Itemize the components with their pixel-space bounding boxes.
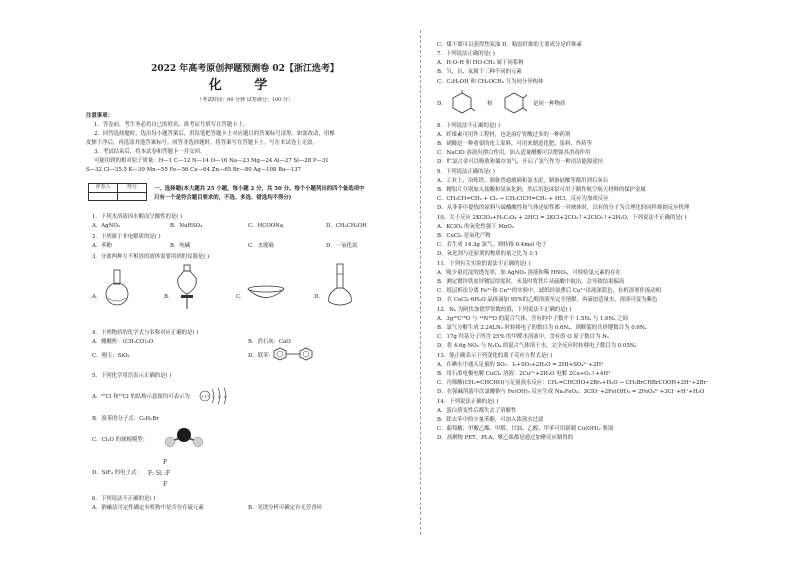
q1-option-d: D．CH₃CH₂OH — [326, 223, 367, 229]
right-column — [437, 0, 755, 562]
q7-option-d-suffix: 是同一种物质 — [533, 101, 566, 107]
evaporating-dish-icon — [246, 284, 286, 304]
note-5: S—32 Cl—35.5 K—39 Mn—55 Fe—56 Cu—64 Zn—65 Br—80 Ag—108 Ba—137 — [86, 167, 301, 173]
q2-option-b: B．纯碱 — [170, 243, 191, 249]
q9-option-d: D．从菲菲中提炼的原料与硫酸酸性和气体还原性都一对映体时，以有的分子为合理化的同样规则反应机理 — [437, 205, 690, 211]
q8-stem: 8．下列说法不正确的是( ) — [437, 123, 501, 129]
q11-option-c: C．纸层析法分离 Fe³⁺和 Cu²⁺的实验中，滤纸经氨熏后 Cu²⁺出现深蓝色，有机溶剂作流动相 — [437, 288, 662, 294]
q1-stem: 1．下列水溶液因水解而呈酸性的是( ) — [92, 214, 183, 220]
q6-options-cd: C．煤干馏可以获得焦炭油 D．粘胶纤维的主要成分是纤维素 — [437, 42, 582, 48]
q12-option-d: D．将 4.6g NO₂ 与 N₂O₄ 的混合气体溶于水，完全反应时转移电子数目为 0.05Nₐ — [437, 343, 637, 349]
q8-option-c: C．NaClO 溶液有漂白作用，加入适量醋酸可以增强其消毒作用 — [437, 150, 591, 156]
score-cell-grader[interactable] — [89, 192, 118, 200]
q2-stem: 2．下列属于非电解质的是( ) — [92, 234, 161, 240]
q8-option-b: B．硝酸是一种重要的化工原料，可用来制造化肥、染料、炸药等 — [437, 141, 592, 147]
cyclohexane-structure-icon — [449, 90, 475, 116]
q13-option-d: D．在强碱溶液中次氯酸钠与 Fe(OH)₃ 反应生成 Na₂FeO₄：3ClO⁻+2Fe(OH)₃ = 2FeO₄²⁻+3Cl⁻+H⁺+H₂O — [437, 389, 705, 395]
q9-option-c: C．CH₃CH=CH₂ + Cl₂ → CH₂ClCH=CH₂ + HCl，反应为加成反应 — [437, 196, 609, 202]
svg-text:8: 8 — [224, 394, 227, 399]
q6-option-b: B．光谱分析可确定有无芳香环 — [248, 505, 323, 511]
q4-option-c: C．刚玉：SiO₂ — [92, 353, 130, 359]
q8-option-d: D．贮氯合金可以吸收和储存氢气，开启了氢气作为一种清洁能源途径 — [437, 159, 604, 165]
q6-options — [92, 504, 404, 512]
q10-option-c: C．若生成 14.3g 氯气，则转移 0.4mol 电子 — [437, 242, 547, 248]
q4-stem: 4．下列物质的化学式与名称对应正确的是( ) — [92, 330, 199, 336]
q5-option-c: C．Cl₂O 的球棍模型： — [92, 437, 149, 443]
svg-text:F: F — [163, 481, 168, 488]
q8-option-a: A．纤维素可用作工程材，也是治疗胃酸过多的一种药剂 — [437, 132, 571, 138]
q10-option-d: D．氧化剂与还原剂的物质的量之比为 1:1 — [437, 251, 538, 257]
q2-option-c: C．水玻璃 — [248, 243, 274, 249]
q13-option-a: A．在碘水中通入足量的 SO₂：I₂+SO₂+2H₂O = 2HI+SO₄²⁻+2H⁺ — [437, 362, 604, 368]
q5-option-a: A．³⁵Cl 和³⁷Cl 的结构示意图均可表示为 — [92, 394, 190, 400]
note-3: 3．考试结束后，将本试卷和答题卡一并交回。 — [94, 149, 206, 155]
q2-options — [92, 242, 404, 250]
electron-formula-icon — [146, 455, 186, 489]
q11-option-b: B．测定镀锌铁皮锌镀层厚度时，未及时将铁片从硫酸中取出，会导致结果偏高 — [437, 279, 625, 285]
svg-text:2: 2 — [212, 394, 215, 399]
q14-option-b: B．除去苯中的少量苯酚，可加入浓溴水过滤 — [437, 417, 544, 423]
q7-option-a: A．H-O-H 和 HO-CH₃ 属于同系物 — [437, 60, 524, 66]
q14-stem: 14．下列说法正确的是( ) — [437, 399, 499, 405]
exam-title: 2022 年高考原创押题预测卷 02【浙江选考】 — [151, 64, 339, 74]
biphenyl-structure-icon — [272, 346, 322, 362]
q2-option-d: D．一氧化氮 — [326, 243, 358, 249]
score-header-score: 得分 — [118, 184, 147, 193]
q1-option-c: C．HCOONa — [248, 223, 284, 229]
q12-stem: 12．Nₐ 为阿伏加德罗常数的值，下列说法不正确的是( ) — [437, 307, 572, 313]
q10-option-b: B．CuCl₂ 是氧化产物 — [437, 233, 491, 239]
ball-stick-model-icon — [162, 426, 206, 450]
svg-text:F: Si :F: F: Si :F — [148, 470, 170, 477]
separatory-funnel-icon — [174, 264, 200, 310]
q4-option-a: A．醋酸酐：(CH₃CO)₂O — [92, 339, 154, 345]
q10-stem: 10．关于反应 2KClO₃+H₂C₂O₄ + 2HCl = 2KCl+2CO₂↑+2ClO₂↑+2H₂O，下列说法不正确的是( ) — [437, 215, 687, 221]
q1-option-b: B．NaHSO₄ — [170, 223, 203, 229]
q11-stem: 11．下列有关实验的说法不正确的是( ) — [437, 261, 531, 267]
section1-heading-b: 只有一个是符合题目要求的，不选、多选、错选均不得分) — [154, 195, 292, 201]
section1-heading-a: 一、选择题(本大题共 25 小题，每小题 2 分，共 50 分。每个小题列出的四个备选项中 — [154, 186, 365, 192]
methylcyclohexane-structure-icon — [501, 90, 527, 116]
atom-structure-diagram-icon — [198, 386, 230, 406]
q11-option-d: D．在 CoCl₂·6H₂O 晶体滴加 95%的乙醇溶液至完全溶解，再滴加适量水，溶液可变为紫色 — [437, 297, 658, 303]
q5-stem: 5．下列化学用语表示正确的是( ) — [92, 373, 172, 379]
q4-options-row2 — [92, 352, 404, 360]
round-flask-icon — [102, 268, 132, 308]
exam-info: （考试时间：90 分钟 试卷满分：100 分） — [197, 97, 293, 103]
q10-option-a: A．KClO₃ 的氧化性强于 MnO₂ — [437, 224, 514, 230]
q13-stem: 13．能正确表示下列变化的离子反应方程式是( ) — [437, 353, 553, 359]
svg-text:8: 8 — [218, 394, 221, 399]
notes-heading: 注意事项： — [86, 113, 113, 119]
q4-option-d: D．联苯： — [248, 353, 274, 359]
column-divider — [420, 30, 421, 535]
q2-option-a: A．苯酚 — [92, 243, 113, 249]
q3-option-b: B． — [164, 294, 174, 300]
q9-stem: 9．下列说法正确的是( ) — [437, 169, 495, 175]
q14-option-d: D．高聚物 PET、PLA、聚乙烯都是通过加聚反应制得的 — [437, 435, 574, 441]
q6-stem: 6．下列说法不正确的是( ) — [92, 496, 156, 502]
q7-option-d-and: 和 — [487, 101, 493, 107]
q9-option-a: A．工业上，冶炼铁、制备普通玻璃和氯水泥，制备硅酸等都用到石灰石 — [437, 178, 609, 184]
q4-option-b: B．消石灰：CaO — [248, 339, 291, 345]
score-header-grader: 评卷人 — [89, 184, 118, 193]
q12-option-b: B．氯气分解生成 2.24LN₂ 时转移电子的数目为 0.6Nₐ，则断裂的共价键数目为 0.6Nₐ — [437, 325, 647, 331]
volumetric-flask-icon — [326, 262, 354, 308]
note-1: 1．答卷前，考生务必将自己的姓名、准考证号填写在答题卡上。 — [94, 122, 249, 128]
q3-option-d: D． — [314, 294, 324, 300]
q13-option-c: C．丙烯酸(CH₂=CHCHO)与足量溴水反应：CH₂=CHCHO+2Br₂+H₂O → CH₂BrCHBrCOOH+2H⁺+2Br⁻ — [437, 380, 709, 386]
note-4: 可能用到的相对原子质量：H—1 C—12 N—14 O—16 Na—23 Mg—24 Al—27 Si—28 P—31 — [94, 158, 329, 164]
q7-option-d-prefix: D． — [437, 101, 447, 107]
q7-option-b: B．氕、氘、氚属于三种不同的元素 — [437, 69, 522, 75]
q3-option-c: C． — [236, 294, 246, 300]
q12-option-c: C．17g 羟基分子所含 25% 的甲醛水溶液中，含有的 O 原子数目为 Nₐ — [437, 334, 609, 340]
note-2b: 皮擦干净后，再选涂其他答案标号。回答非选择题时，将答案写在答题卡上。写在本试卷上无效。 — [86, 140, 318, 146]
note-2a: 2．回答选择题时，选出每小题答案后，用铅笔把答题卡上对应题目的答案标号涂黑。如需改动，用橡 — [94, 131, 335, 137]
q1-options — [92, 222, 404, 230]
score-table — [88, 183, 147, 201]
left-column — [86, 0, 404, 562]
q9-option-b: B．精铝片分别加入盐酸和氢氧化钠，然后用泡沫铝可用于制作航空航天材料的保护金属 — [437, 187, 646, 193]
q5-option-d: D．SiF₄ 的电子式： — [92, 470, 142, 476]
q6-option-a: A．钠融法可定性确定有机物中是否存在硫元素 — [92, 505, 204, 511]
q11-option-a: A．吸少量沉淀的透光率，加 AgNO₃ 溶液和稀 HNO₃，可检验氯元素的存在 — [437, 270, 621, 276]
score-cell-score[interactable] — [118, 192, 147, 200]
q13-option-b: B．用石墨电极电解 CuCl₂ 溶液：2Cu²⁺+2H₂O 电解 2Cu+O₂↑+4H⁺ — [437, 371, 611, 377]
q14-option-c: C．葡萄糖、甲酸乙酯、甲醛、甘油、乙醇、甲苯可用新制 Cu(OH)₂ 鉴别 — [437, 426, 614, 432]
q12-option-a: A．3g¹⁶C¹⁸O 与 ¹⁴N¹⁸O 的混合气体，含有的中子数介于 1.5Nₐ 与 1.6Nₐ 之间 — [437, 316, 628, 322]
q4-options-row1 — [92, 338, 404, 346]
exam-subject: 化 学 — [208, 78, 282, 93]
q1-option-a: A．AgNO₃ — [92, 223, 120, 229]
q3-stem: 3．分离两种互不相溶的液体需要用到的仪器是( ) — [92, 254, 210, 260]
svg-text:+17: +17 — [201, 394, 210, 399]
q5-option-b: B．溴苯的分子式：C₆H₅Br — [92, 416, 159, 422]
q3-option-a: A． — [92, 294, 102, 300]
svg-text:F: F — [163, 459, 168, 466]
q7-option-c: C．C₂H₅OH 和 CH₃OCH₃ 互为同分异构体 — [437, 79, 544, 85]
q7-stem: 7．下列说法正确的是( ) — [437, 51, 495, 57]
q14-option-a: A．蛋白质变性后都失去了溶解性 — [437, 408, 517, 414]
